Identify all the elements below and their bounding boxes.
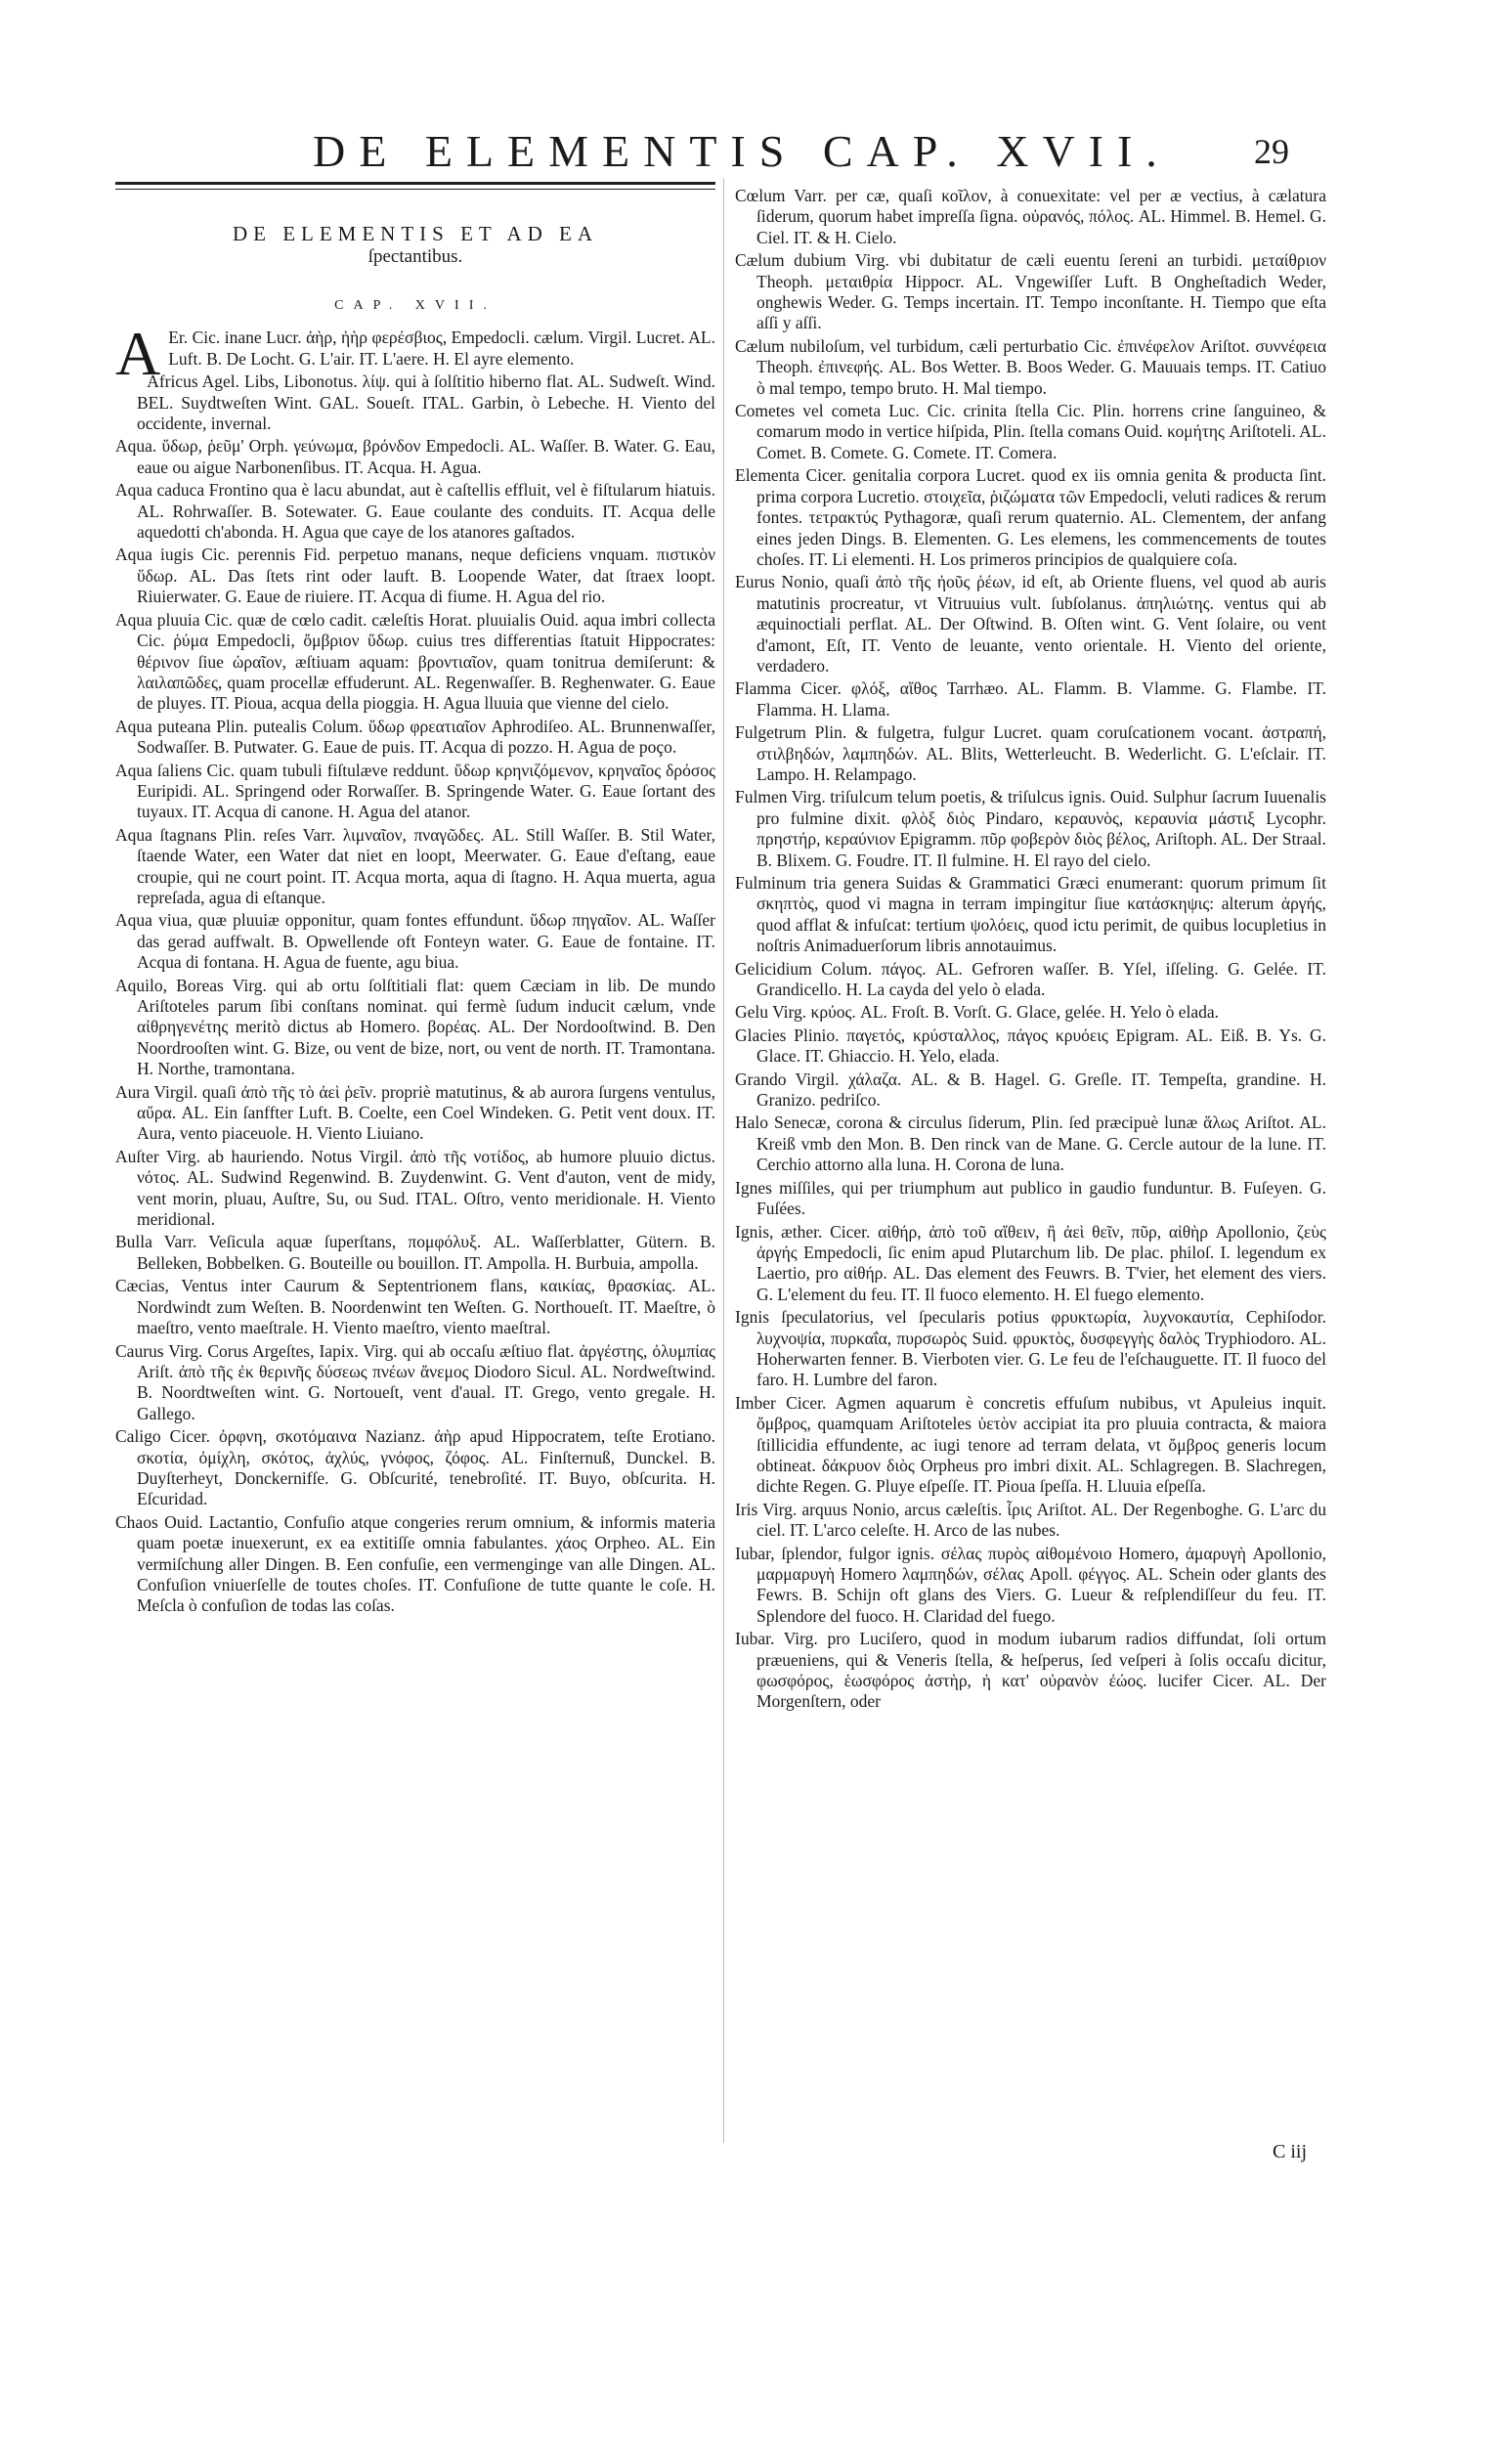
dictionary-entry: Gelicidium Colum. πάγος. AL. Gefroren waſſer. B. Yſel, iſſeling. G. Gelée. IT. Grandicello. H. La cayda del yelo ò elada. <box>735 958 1326 1000</box>
dictionary-entry: Bulla Varr. Veſicula aquæ ſuperſtans, πομφόλυξ. AL. Waſſerblatter, Gütern. B. Belleken, Bobbelken. G. Bouteille ou bouillon. IT. Ampolla. H. Burbuia, ampolla. <box>115 1232 715 1273</box>
dictionary-entry: Ignes miſſiles, qui per triumphum aut publico in gaudio funduntur. B. Fuſeyen. G. Fuſées. <box>735 1177 1326 1219</box>
dictionary-entry: Fulminum tria genera Suidas & Grammatici Græci enumerant: quorum primum ſit σκηπτὸς, quod vi magna in terram impingitur ſiue κατάσκηψις: alterum ἀργής, quod afflat & infuſcat: tertium ψολόεις, quod ictu perimit, de quibus locupletius in noſtris Animaduerſorum libris annotauimus. <box>735 873 1326 956</box>
dictionary-entry: Grando Virgil. χάλαζα. AL. & B. Hagel. G. Greſle. IT. Tempeſta, grandine. H. Granizo. pedriſco. <box>735 1069 1326 1111</box>
dictionary-entry: Aquilo, Boreas Virg. qui ab ortu ſolſtitiali flat: quem Cæciam in lib. De mundo Ariſtoteles parum ſibi conſtans nominat. qui fermè ſudum inducit cælum, vnde αἰθρηγενέτης meritò dictus ab Homero. βορέας. AL. Der Nordooſtwind. B. Den Noordrooſten wint. G. Bize, ou vent de bize, nort, ou vent de north. IT. Tramontana. H. Northe, tramontana. <box>115 975 715 1079</box>
dictionary-entry: Iris Virg. arquus Nonio, arcus cæleſtis. ἶρις Ariſtot. AL. Der Regenboghe. G. L'arc du ciel. IT. L'arco celeſte. H. Arco de las nubes. <box>735 1499 1326 1541</box>
drop-cap: A <box>115 319 161 389</box>
left-column <box>115 186 715 1619</box>
dictionary-entry: Flamma Cicer. φλόξ, αἴθος Tarrhæo. AL. Flamm. B. Vlamme. G. Flambe. IT. Flamma. H. Llama. <box>735 678 1326 720</box>
dictionary-entry: Ignis, æther. Cicer. αἰθήρ, ἀπὸ τοῦ αἴθειν, ἢ ἀεὶ θεῖν, πῦρ, αἰθὴρ Apollonio, ζεὺς ἀργής Empedocli, ſic enim apud Plutarchum lib. De plac. philoſ. I. legendum ex Laertio, pro αἰθήρ. AL. Das element des Feuwrs. B. T'vier, het element des viers. G. L'element du feu. IT. Il fuoco elemento. H. El fuego elemento. <box>735 1221 1326 1304</box>
header-rule <box>115 182 715 185</box>
dictionary-entry: Africus Agel. Libs, Libonotus. λίψ. qui à ſolſtitio hiberno flat. AL. Sudweſt. Wind. BEL. Suydtweſten Wint. GAL. Soueſt. ITAL. Garbin, ò Lebeche. H. Viento del occidente, invernal. <box>137 371 715 434</box>
running-title: DE ELEMENTIS CAP. XVII. <box>313 126 1171 176</box>
dictionary-entry: Aqua puteana Plin. putealis Colum. ὕδωρ φρεατιαῖον Aphrodiſeo. AL. Brunnenwaſſer, Sodwaſſer. B. Putwater. G. Eaue de puis. IT. Acqua di pozzo. H. Agua de poço. <box>115 716 715 758</box>
dictionary-entry: Caurus Virg. Corus Argeſtes, Iapix. Virg. qui ab occaſu æſtiuo flat. ἀργέστης, ὀλυμπίας Ariſt. ἀπὸ τῆς ἐκ θερινῆς δύσεως πνέων ἄνεμος Diodoro Sicul. AL. Nordweſtwind. B. Noordtweſten wint. G. Nortoueſt, vent d'aual. IT. Grego, vento gregale. H. Gallego. <box>115 1340 715 1423</box>
chapter-heading: DE ELEMENTIS ET AD EA <box>232 222 599 245</box>
dictionary-entry: Cæcias, Ventus inter Caurum & Septentrionem flans, καικίας, θρασκίας. AL. Nordwindt zum Weſten. B. Noordenwint ten Weſten. G. Northoueſt. IT. Maeſtre, ò maeſtro, vento maeſtrale. H. Viento maeſtro, viento maeſtral. <box>115 1276 715 1338</box>
dictionary-entry: Cælum dubium Virg. vbi dubitatur de cæli euentu ſereni an turbidi. μεταίθριον Theoph. μεταιθρία Hippocr. AL. Vngewiſſer Luft. B Ongheſtadich Weder, onghewis Weder. G. Temps incertain. IT. Tempo inconſtante. H. Tiempo que eſta aſſi y aſſi. <box>735 250 1326 333</box>
page-number: 29 <box>1254 132 1289 171</box>
dictionary-entry: Ignis ſpeculatorius, vel ſpecularis potius φρυκτωρία, λυχνοκαυτία, Cephiſodor. λυχνοψία, πυρκαΐα, πυρσωρὸς Suid. φρυκτὸς, δυσφεγγὴς δαλὸς Tryphiodoro. AL. Hoherwarten fenner. B. Vierboten vier. G. Le feu de l'eſchauguette. IT. Il fuoco del faro. H. Lumbre del faron. <box>735 1307 1326 1390</box>
chapter-subheading: ſpectantibus. <box>367 246 463 267</box>
entry-text: Er. Cic. inane Lucr. ἀὴρ, ἠὴρ φερέσβιος, Empedocli. cælum. Virgil. Lucret. AL. Luft. B. De Locht. G. L'air. IT. L'aere. H. El ayre elemento. <box>168 327 715 369</box>
dictionary-entry: Iubar. Virg. pro Luciſero, quod in modum iubarum radios diffundat, ſoli ortum præueniens, qui & Veneris ſtella, & heſperus, ſed veſperi à ſolis occaſu dicitur, φωσφόρος, ἑωσφόρος ἀστὴρ, ἡ κατ' οὐρανὸν ἐώος. lucifer Cicer. AL. Der Morgenſtern, oder <box>735 1629 1326 1712</box>
dictionary-entry: Cælum nubiloſum, vel turbidum, cæli perturbatio Cic. ἐπινέφελον Ariſtot. συννέφεια Theoph. ἐπινεφής. AL. Bos Wetter. B. Boos Weder. G. Mauuais temps. IT. Catiuo ò mal tempo, tempo bruto. H. Mal tiempo. <box>735 335 1326 398</box>
dictionary-entry: Halo Senecæ, corona & circulus ſiderum, Plin. ſed præcipuè lunæ ἅλως Ariſtot. AL. Kreiß vmb den Mon. B. Den rinck van de Mane. G. Cercle autour de la lune. IT. Cerchio attorno alla luna. H. Corona de luna. <box>735 1113 1326 1175</box>
dictionary-entry: Iubar, ſplendor, fulgor ignis. σέλας πυρὸς αἰθομένοιο Homero, ἀμαρυγὴ Apollonio, μαρμαρυγὴ Homero λαμπηδών, σέλας Apoll. φέγγος. AL. Schein oder glants des Fewrs. B. Schijn oft glans des Viers. G. Lueur & reſplendiſſeur du feu. IT. Splendore del fuoco. H. Claridad del fuego. <box>735 1543 1326 1626</box>
entry-aer <box>115 319 715 389</box>
dictionary-entry: Cometes vel cometa Luc. Cic. crinita ſtella Cic. Plin. horrens crine ſanguineo, & comarum modo in vertice hiſpida, Plin. ſtella comans Ouid. κομήτης Ariſtoteli. AL. Comet. B. Comete. G. Comete. IT. Comera. <box>735 401 1326 462</box>
chapter-number: CAP. XVII. <box>334 298 497 313</box>
dictionary-entry: Aqua pluuia Cic. quæ de cœlo cadit. cæleſtis Horat. pluuialis Ouid. aqua imbri collecta Cic. ῥύμα Empedocli, ὄμβριον ὕδωρ. cuius tres differentias ſtatuit Hippocrates: θέρινον ſiue ὡραῖον, æſtiuam aquam: βροντιαῖον, quam tonitrua demiſerunt: & λαιλαπῶδες, quam procellæ effuderunt. AL. Regenwaſſer. B. Reghenwater. G. Eaue de pluyes. IT. Pioua, acqua della pioggia. H. Agua lluuia que vienne del cielo. <box>115 609 715 714</box>
dictionary-entry: Gelu Virg. κρύος. AL. Froſt. B. Vorſt. G. Glace, gelée. H. Yelo ò elada. <box>735 1002 1219 1023</box>
dictionary-entry: Aqua. ὕδωρ, ῥεῦμ' Orph. γεύνωμα, βρόνδον Empedocli. AL. Waſſer. B. Water. G. Eau, eaue ou aigue Narbonenſibus. IT. Acqua. H. Agua. <box>115 436 715 477</box>
dictionary-entry: Fulgetrum Plin. & fulgetra, fulgur Lucret. quam coruſcationem vocant. ἀστραπή, στιλβηδών, λαμπηδών. AL. Blits, Wetterleucht. B. Wederlicht. G. L'eſclair. IT. Lampo. H. Relampago. <box>735 722 1326 784</box>
dictionary-entry: Aqua viua, quæ pluuiæ opponitur, quam fontes effundunt. ὕδωρ πηγαῖον. AL. Waſſer das gerad auffwalt. B. Opwellende oft Fonteyn water. G. Eaue de fontaine. IT. Acqua di fontana. H. Agua de fuente, agu biua. <box>115 910 715 973</box>
dictionary-entry: Chaos Ouid. Lactantio, Confuſio atque congeries rerum omnium, & informis materia quam poetæ inuexerunt, ex ea extitiſſe omnia fabulantes. χάος Orpheo. AL. Ein vermiſchung aller Dingen. B. Een confuſie, een vermenginge van alle Dingen. AL. Confuſion vniuerſelle de toutes choſes. IT. Confuſione de tutte quante le coſe. H. Meſcla ò confuſion de todas las coſas. <box>115 1511 715 1616</box>
signature-mark: C iij <box>1272 2141 1307 2162</box>
dictionary-entry: Aqua ſaliens Cic. quam tubuli fiſtulæve reddunt. ὕδωρ κρηνιζόμενον, κρηναῖος δρόσος Euripidi. AL. Springend oder Rorwaſſer. B. Springende Water. G. Eaue ſortant des tuyaux. IT. Acqua di canone. H. Agua del atanor. <box>115 760 715 822</box>
dictionary-entry: Cœlum Varr. per cæ, quaſi κοῖλον, à conuexitate: vel per æ vectius, à cælatura ſiderum, quorum habet impreſſa ſigna. οὐρανός, πόλος. AL. Himmel. B. Hemel. G. Ciel. IT. & H. Cielo. <box>735 186 1326 247</box>
dictionary-entry: Elementa Cicer. genitalia corpora Lucret. quod ex iis omnia genita & producta ſint. prima corpora Lucretio. στοιχεῖα, ῥιζώματα τῶν Empedocli, veluti radices & rerum fontes. τετρακτύς Pythagoræ, quaſi rerum quaternio. AL. Clementem, der anfang eines jeden Dings. B. Elementen. G. Les elemens, les commencements de toutes choſes. IT. Li elementi. H. Los primeros principios de qualquiere coſa. <box>735 465 1326 569</box>
dictionary-entry: Glacies Plinio. παγετός, κρύσταλλος, πάγος κρυόεις Epigram. AL. Eiß. B. Ys. G. Glace. IT. Ghiaccio. H. Yelo, elada. <box>735 1025 1326 1067</box>
dictionary-entry: Aura Virgil. quaſi ἀπὸ τῆς τὸ ἀεὶ ῥεῖν. propriè matutinus, & ab aurora ſurgens ventulus, αὔρα. AL. Ein ſanffter Luft. B. Coelte, een Coel Windeken. G. Petit vent doux. IT. Aura, vento piaceuole. H. Viento Liuiano. <box>115 1081 715 1144</box>
dictionary-entry: Aqua caduca Frontino qua è lacu abundat, aut è caſtellis effluit, vel è fiſtularum hiatuis. AL. Rohrwaſſer. B. Sotewater. G. Eaue coulante des conduits. IT. Acqua delle aquedotti ch'abonda. H. Agua que caye de los atanores gaſtados. <box>115 480 715 543</box>
right-column <box>735 186 1326 1715</box>
dictionary-entry: Aqua ſtagnans Plin. reſes Varr. λιμναῖον, πναγῶδες. AL. Still Waſſer. B. Stil Water, ſtaende Water, een Water dat niet en loopt, Meerwater. G. Eaue d'eſtang, eaue croupie, qui ne court point. IT. Acqua morta, aqua di ſtagno. H. Aqua muerta, agua repreſada, agua di eſtanque. <box>115 824 715 907</box>
dictionary-entry: Fulmen Virg. triſulcum telum poetis, & triſulcus ignis. Ouid. Sulphur ſacrum Iuuenalis pro fulmine dixit. φλὸξ διὸς Pindaro, κεραυνὸς, κεραυνία μάστιξ Lycophr. πρηστήρ, κεραύνιον Epigramm. πῦρ φοβερὸν διὸς βέλος, Ariſtoph. AL. Der Straal. B. Blixem. G. Foudre. IT. Il fulmine. H. El rayo del cielo. <box>735 787 1326 870</box>
column-divider <box>723 178 724 2143</box>
dictionary-entry: Aqua iugis Cic. perennis Fid. perpetuo manans, neque deficiens vnquam. πιστικὸν ὕδωρ. AL. Das ſtets rint oder lauft. B. Loopende Water, dat ſtraex loopt. Riuierwater. G. Eaue de riuiere. IT. Acqua di fiume. H. Agua del rio. <box>115 545 715 607</box>
dictionary-entry: Eurus Nonio, quaſi ἀπὸ τῆς ἠοῦς ῥέων, id eſt, ab Oriente fluens, vel quod ab auris matutinis procreatur, vt Vitruuius vult. ſubſolanus. ἀπηλιώτης. ventus qui ab æquinoctiali perflat. AL. Der Oſtwind. B. Oſten wint. G. Vent ſolaire, ou vent d'amont, Eſt, IT. Vento de leuante, vento orientale. H. Viento del oriente, verdadero. <box>735 572 1326 676</box>
left-entries-list <box>115 371 715 1617</box>
dictionary-entry: Auſter Virg. ab hauriendo. Notus Virgil. ἀπὸ τῆς νοτίδος, ab humore pluuio dictus. νότος. AL. Sudwind Regenwind. B. Zuydenwint. G. Vent d'auton, vent de midy, vent morin, pluau, Auſtre, Su, ou Sud. ITAL. Oſtro, vento meridionale. H. Viento meridional. <box>115 1146 715 1230</box>
right-entries-list <box>735 186 1326 1713</box>
dictionary-entry: Caligo Cicer. ὀρφνη, σκοτόμαινα Nazianz. ἀὴρ apud Hippocratem, teſte Erotiano. σκοτία, ὀμίχλη, σκότος, ἀχλύς, γνόφος, ζόφος. AL. Finſternuß, Dunckel. B. Duyſterheyt, Donckernifſe. G. Obſcurité, tenebroſité. IT. Buyo, obſcurita. H. Eſcuridad. <box>115 1426 715 1509</box>
dictionary-entry: Imber Cicer. Agmen aquarum è concretis effuſum nubibus, vt Apuleius inquit. ὄμβρος, quamquam Ariſtoteles ὑετὸν accipiat ita pro pluuia contracta, & maiora ſtillicidia effundente, ac iugi tenore ad terram delata, vt ὄμβρος generis locum obtineat. δάκρυον διὸς Orpheus pro imbri dixit. AL. Schlagregen. B. Slachregen, dichte Regen. G. Pluye eſpeſſe. IT. Pioua ſpeſſa. H. Lluuia eſpeſſa. <box>735 1392 1326 1497</box>
